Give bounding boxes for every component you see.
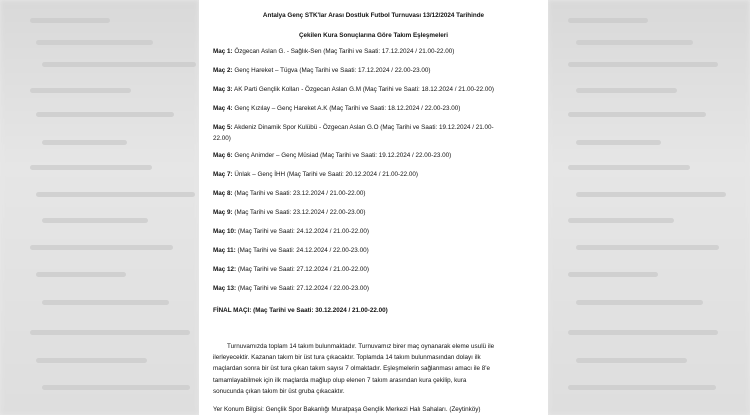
match-detail: Özgecan Aslan G. - Sağlık-Sen (Maç Tarihi ve Saati: 17.12.2024 / 21.00-22.00) (232, 48, 455, 55)
match-label: Maç 5: (213, 124, 233, 131)
match-label: Maç 12: (213, 266, 237, 273)
match-label: Maç 2: (213, 67, 233, 74)
match-label: Maç 10: (213, 228, 237, 235)
blurred-text-line (568, 62, 718, 67)
blurred-text-line (576, 40, 693, 45)
document-page (199, 0, 548, 415)
blurred-text-line (42, 385, 190, 390)
match-item (213, 84, 543, 95)
match-detail: Genç Hareket – Tügva (Maç Tarihi ve Saati: 17.12.2024 / 22.00-23.00) (232, 67, 431, 74)
match-item (213, 122, 543, 144)
match-detail: Ünlak – Genç İHH (Maç Tarihi ve Saati: 20.12.2024 / 21.00-22.00) (232, 171, 419, 178)
document-subtitle: Çekilen Kura Sonuçlarına Göre Takım Eşleşmeleri (299, 32, 448, 39)
match-detail: (Maç Tarihi ve Saati: 27.12.2024 / 21.00-22.00) (236, 266, 370, 273)
match-detail: Genç Animder – Genç Müsiad (Maç Tarihi ve Saati: 19.12.2024 / 22.00-23.00) (232, 152, 452, 159)
info-paragraph (213, 341, 545, 397)
match-item (213, 65, 543, 76)
match-item (213, 226, 543, 237)
blurred-text-line (568, 272, 658, 277)
match-label: Maç 7: (213, 171, 233, 178)
blurred-text-line (36, 112, 174, 117)
match-item (213, 207, 543, 218)
location-info: Yer Konum Bilgisi: Gençlik Spor Bakanlığı Muratpaşa Gençlik Merkezi Halı Sahaları. (Zeytinköy) (213, 406, 481, 413)
blurred-text-line (42, 140, 127, 145)
match-label: Maç 3: (213, 86, 233, 93)
match-label: Maç 4: (213, 105, 233, 112)
match-item (213, 169, 543, 180)
blurred-text-line (576, 300, 703, 305)
match-detail: (Maç Tarihi ve Saati: 24.12.2024 / 22.00-23.00) (235, 247, 369, 254)
match-detail: Akdeniz Dinamik Spor Kulübü - Özgecan Aslan G.O (Maç Tarihi ve Saati: 19.12.2024 / 21.00- (232, 124, 494, 131)
blurred-text-line (36, 40, 153, 45)
match-label: Maç 13: (213, 285, 237, 292)
final-match: FİNAL MAÇI: (Maç Tarihi ve Saati: 30.12.2024 / 21.00-22.00) (213, 307, 388, 314)
blurred-text-line (568, 112, 706, 117)
match-label: Maç 11: (213, 247, 236, 254)
blurred-text-line (568, 385, 716, 390)
blurred-text-line (30, 245, 173, 250)
match-detail: (Maç Tarihi ve Saati: 24.12.2024 / 21.00-22.00) (236, 228, 370, 235)
blurred-text-line (30, 88, 131, 93)
paragraph-line: sonucunda çıkan takım bir üst gruba çıkacaktır. (213, 387, 345, 395)
paragraph-line: Turnuvamızda toplam 14 takım bulunmaktadır. Turnuvamız birer maç oynanarak eleme usulü ile (227, 343, 495, 350)
blurred-text-line (30, 330, 190, 335)
match-detail: (Maç Tarihi ve Saati: 23.12.2024 / 21.00-22.00) (232, 190, 366, 197)
blurred-text-line (576, 140, 661, 145)
match-detail: Genç Kızılay – Genç Hareket A.K (Maç Tarihi ve Saati: 18.12.2024 / 22.00-23.00) (232, 105, 461, 112)
blurred-text-line (42, 218, 148, 223)
blurred-text-line (568, 165, 690, 170)
match-item (213, 283, 543, 294)
match-item (213, 150, 543, 161)
match-item (213, 245, 543, 256)
paragraph-line: maçlardan sonra bir üst tura çıkan takım sayısı 7 olmaktadır. Eşleşmelerin sağlanması amacı ile 8'e (213, 365, 490, 373)
match-detail: (Maç Tarihi ve Saati: 23.12.2024 / 22.00-23.00) (232, 209, 366, 216)
match-item (213, 103, 543, 114)
blurred-text-line (568, 218, 674, 223)
document-title: Antalya Genç STK'lar Arası Dostluk Futbol Turnuvası 13/12/2024 Tarihinde (262, 12, 485, 19)
blurred-text-line (36, 358, 147, 363)
match-label: Maç 6: (213, 152, 233, 159)
match-detail: AK Parti Gençlik Kolları - Özgecan Aslan G.M (Maç Tarihi ve Saati: 18.12.2024 / 21.00-22.00) (232, 86, 494, 93)
match-detail: (Maç Tarihi ve Saati: 27.12.2024 / 22.00-23.00) (236, 285, 370, 292)
blurred-text-line (576, 245, 719, 250)
blurred-text-line (576, 358, 687, 363)
blurred-text-line (36, 192, 195, 197)
match-detail-continued: 22.00) (213, 135, 231, 142)
blurred-text-line (576, 192, 726, 197)
match-item (213, 188, 543, 199)
blurred-text-line (42, 300, 169, 305)
blurred-text-line (576, 88, 677, 93)
match-item (213, 46, 543, 57)
match-label: Maç 1: (213, 48, 233, 55)
paragraph-line: tamamlayabilmek için ilk maçlarda mağlup olup elenen 7 takım arasından kura çekilip, kura (213, 376, 467, 384)
match-label: Maç 8: (213, 190, 233, 197)
blurred-text-line (568, 18, 648, 23)
match-label: Maç 9: (213, 209, 233, 216)
paragraph-line: ilerleyecektir. Kazanan takım bir üst tura çıkacaktır. Toplamda 14 takım bulunmasından dolayı ilk (213, 354, 481, 362)
match-item (213, 264, 543, 275)
blurred-text-line (30, 18, 110, 23)
blurred-text-line (568, 330, 718, 335)
blurred-text-line (42, 62, 196, 67)
blurred-text-line (30, 165, 152, 170)
blurred-text-line (36, 272, 126, 277)
